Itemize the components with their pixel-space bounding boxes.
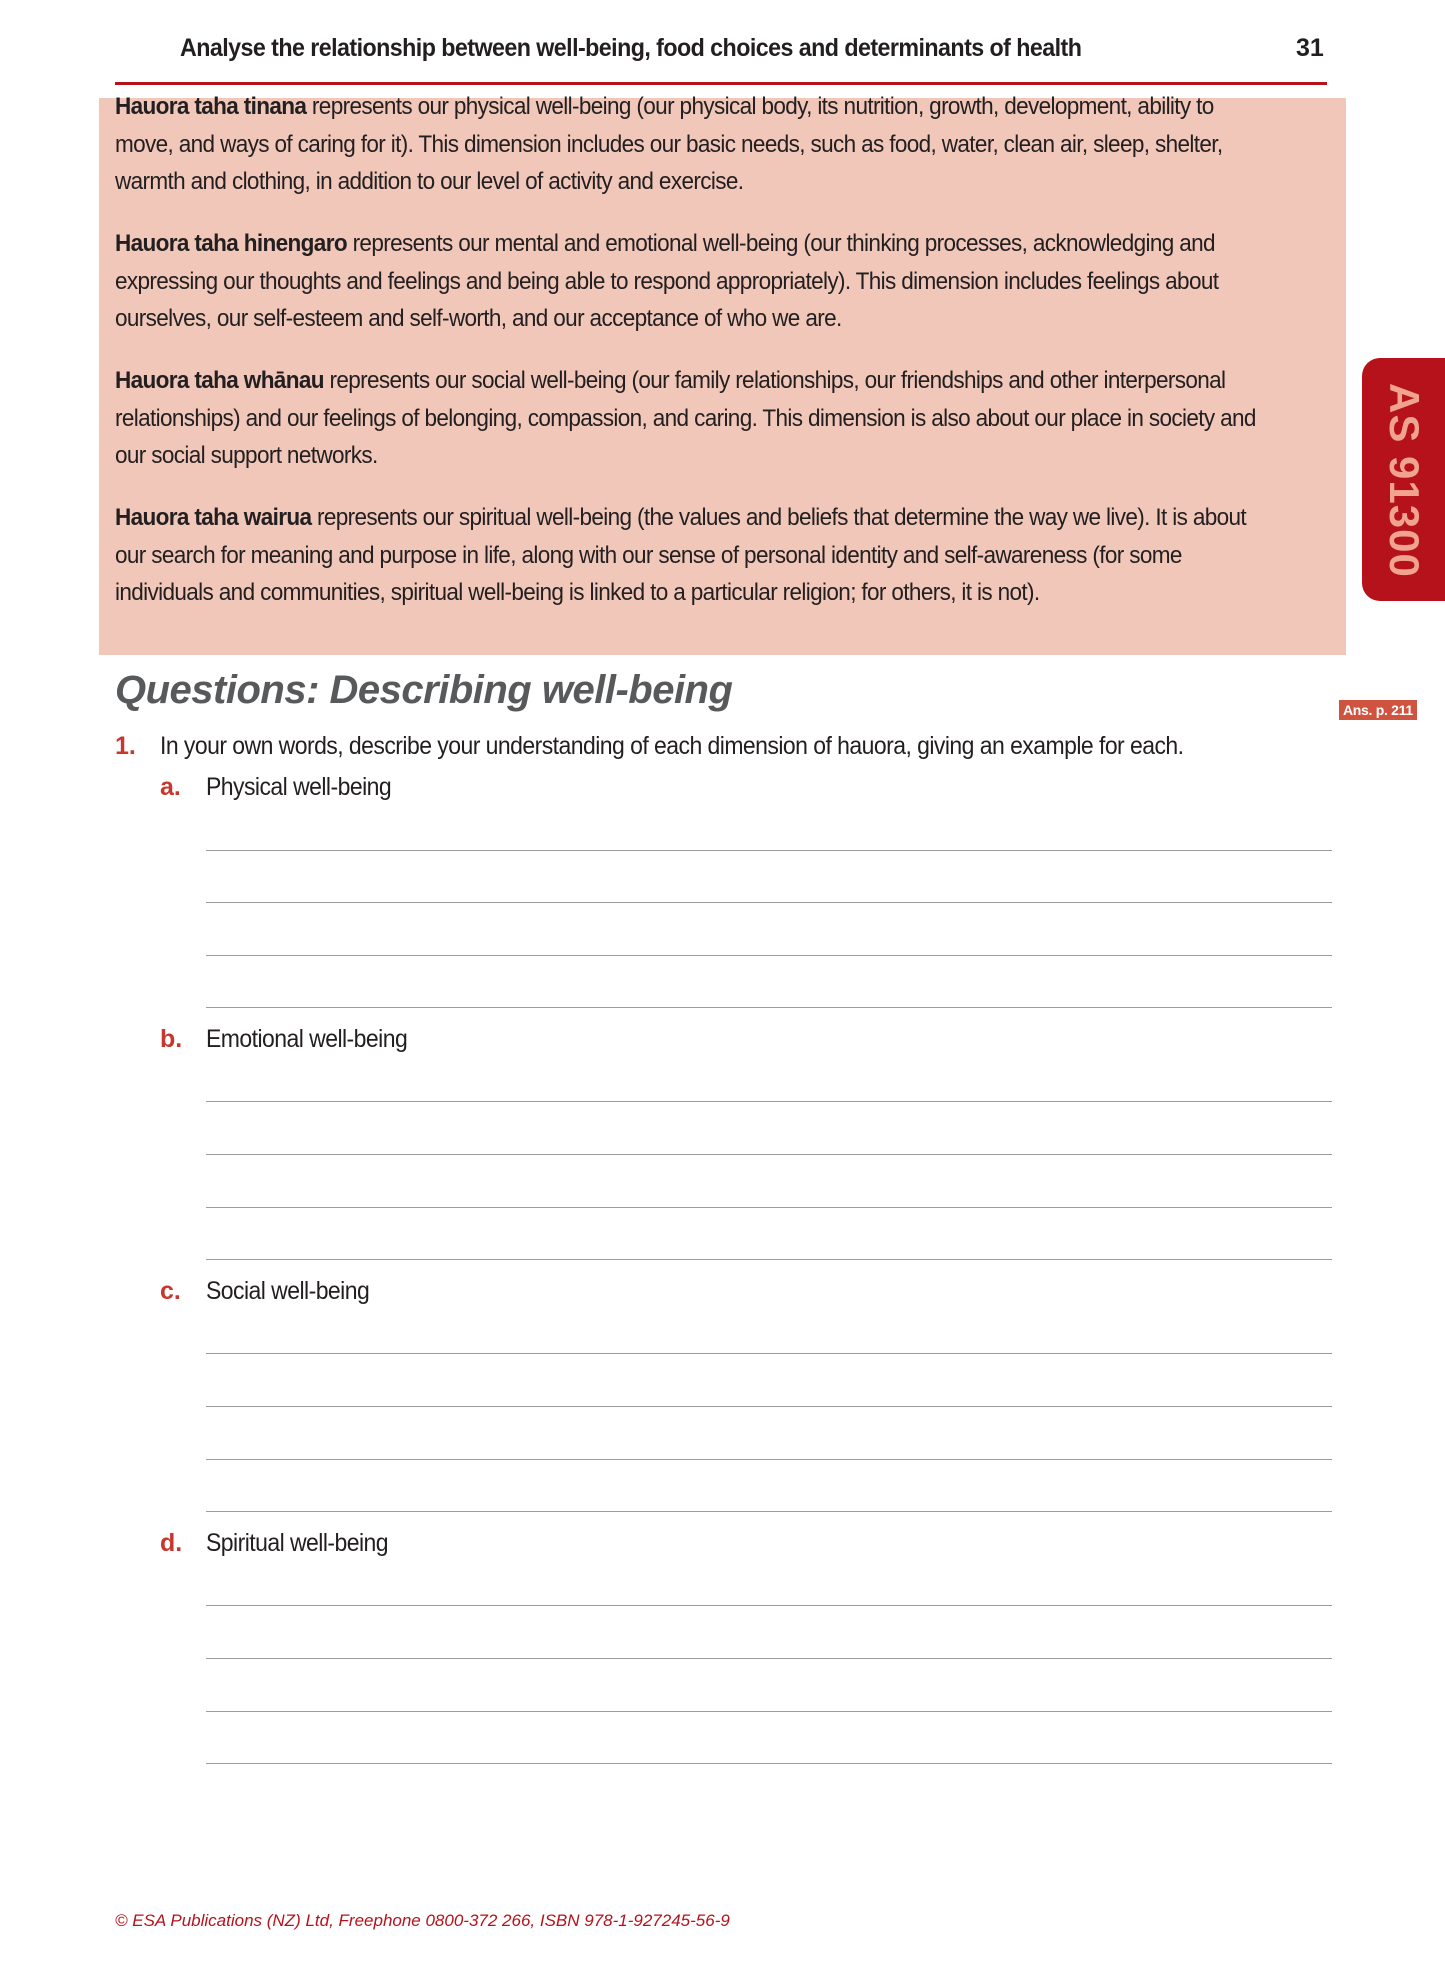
header-title: Analyse the relationship between well-being, food choices and determinants of health: [180, 34, 1082, 62]
info-paragraph-tinana: [115, 88, 1256, 201]
info-paragraph-wairua: [115, 499, 1256, 612]
term-wairua: Hauora taha wairua: [115, 504, 312, 531]
answer-page-badge[interactable]: Ans. p. 211: [1339, 700, 1417, 720]
part-c-label: Social well-being: [206, 1277, 370, 1305]
answer-line-b2[interactable]: [206, 1154, 1332, 1155]
desc-wairua: represents our spiritual well-being (the values and beliefs that determine the way we live). It is about our search for meaning and purpose in life, along with our sense of personal identity and self-awareness (for some individuals and communities, spiritual well-being is linked to a particular religion; for others, it is not).: [115, 504, 1247, 606]
answer-line-c2[interactable]: [206, 1406, 1332, 1407]
answer-line-d1[interactable]: [206, 1605, 1332, 1606]
desc-tinana: represents our physical well-being (our physical body, its nutrition, growth, development, ability to move, and ways of caring for it). This dimension includes our basic needs, such as food, water, clean air, sleep, shelter, warmth and clothing, in addition to our level of activity and exercise.: [115, 93, 1223, 195]
answer-line-c3[interactable]: [206, 1459, 1332, 1460]
part-d-letter: d.: [160, 1529, 183, 1557]
term-hinengaro: Hauora taha hinengaro: [115, 230, 347, 257]
part-b-label: Emotional well-being: [206, 1025, 408, 1053]
copyright-footer: © ESA Publications (NZ) Ltd, Freephone 0800-372 266, ISBN 978-1-927245-56-9: [115, 1911, 730, 1930]
term-tinana: Hauora taha tinana: [115, 93, 307, 120]
standard-tab-label: AS 91300: [1381, 383, 1428, 578]
answer-line-d3[interactable]: [206, 1711, 1332, 1712]
part-c-letter: c.: [160, 1277, 181, 1305]
hauora-info-box: [99, 93, 1346, 655]
answer-line-b3[interactable]: [206, 1207, 1332, 1208]
answer-line-a2[interactable]: [206, 902, 1332, 903]
answer-line-a3[interactable]: [206, 955, 1332, 956]
answer-line-d2[interactable]: [206, 1658, 1332, 1659]
part-a-letter: a.: [160, 773, 181, 801]
desc-whanau: represents our social well-being (our family relationships, our friendships and other interpersonal relationships) and our feelings of belonging, compassion, and caring. This dimension is also about our place in society and our social support networks.: [115, 367, 1256, 469]
answer-line-b1[interactable]: [206, 1101, 1332, 1102]
part-a-label: Physical well-being: [206, 773, 392, 801]
answer-line-c4[interactable]: [206, 1511, 1332, 1512]
desc-hinengaro: represents our mental and emotional well-being (our thinking processes, acknowledging and expressing our thoughts and feelings and being able to respond appropriately). This dimension includes feelings about ourselves, our self-esteem and self-worth, and our acceptance of who we are.: [115, 230, 1219, 332]
answer-line-a4[interactable]: [206, 1007, 1332, 1008]
answer-line-a1[interactable]: [206, 850, 1332, 851]
term-whanau: Hauora taha whānau: [115, 367, 324, 394]
part-b-letter: b.: [160, 1025, 183, 1053]
answer-line-b4[interactable]: [206, 1259, 1332, 1260]
info-paragraph-hinengaro: [115, 225, 1256, 338]
answer-line-c1[interactable]: [206, 1353, 1332, 1354]
part-d-label: Spiritual well-being: [206, 1529, 389, 1557]
answer-line-d4[interactable]: [206, 1763, 1332, 1764]
section-title: Questions: Describing well-being: [115, 668, 733, 712]
question-text: In your own words, describe your understanding of each dimension of hauora, giving an example for each.: [160, 732, 1184, 760]
question-number: 1.: [115, 732, 136, 760]
info-paragraph-whanau: [115, 362, 1256, 475]
page-number: 31: [1296, 34, 1324, 62]
header-divider: [115, 82, 1327, 85]
